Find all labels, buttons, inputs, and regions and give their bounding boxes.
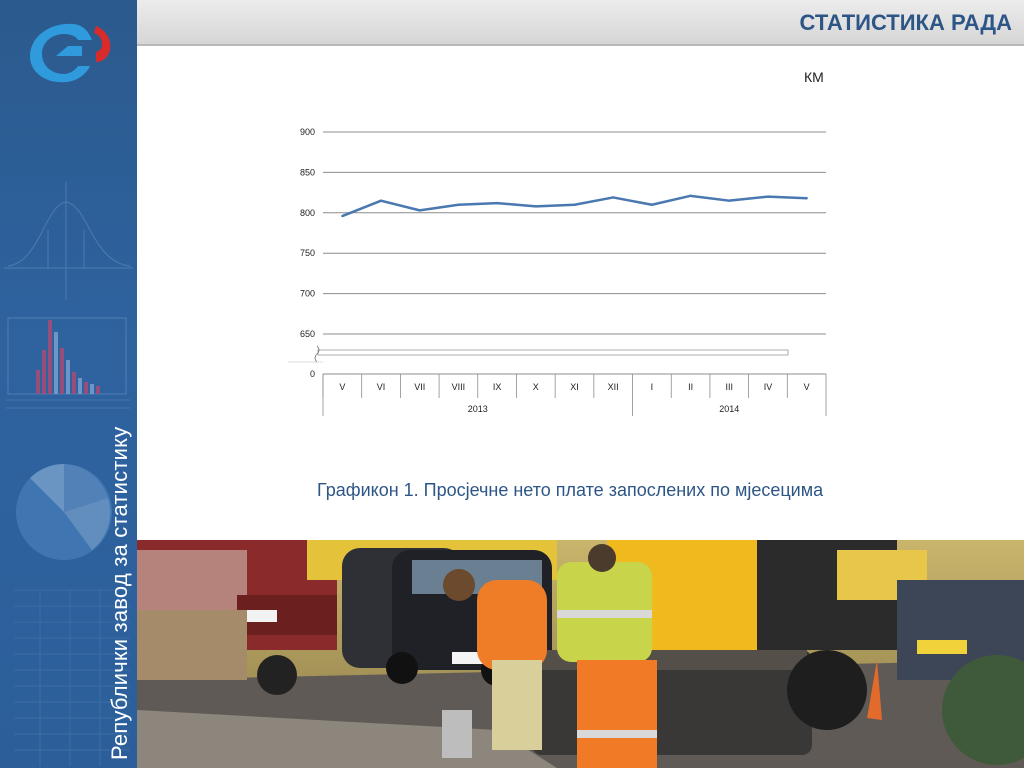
rzs-logo-icon (26, 18, 114, 88)
x-tick-label: I (650, 382, 654, 392)
data-point (535, 205, 537, 207)
data-point (612, 196, 614, 198)
data-point (573, 204, 575, 206)
y-tick-label: 0 (309, 369, 315, 379)
group-label: 2014 (719, 404, 740, 414)
road-workers-photo (137, 540, 1024, 768)
x-tick-label: IV (763, 382, 773, 392)
y-tick-label: 900 (299, 127, 315, 137)
organization-name: Републички завод за статистику (107, 426, 132, 760)
x-tick-label: VI (376, 382, 386, 392)
x-tick-label: V (339, 382, 346, 392)
data-point (419, 209, 421, 211)
data-point (651, 204, 653, 206)
x-tick-label: III (725, 382, 734, 392)
y-tick-label: 750 (299, 248, 315, 259)
data-point (728, 199, 730, 201)
axis-break (318, 350, 788, 355)
sidebar (0, 0, 137, 768)
x-tick-label: XI (570, 382, 579, 392)
y-tick-label: 700 (299, 288, 315, 299)
chart-gridlines (323, 132, 826, 334)
data-point (689, 195, 691, 197)
data-point (457, 204, 459, 206)
x-tick-label: II (688, 382, 694, 392)
x-tick-label: IX (492, 382, 502, 392)
data-point (380, 199, 382, 201)
x-tick-label: V (803, 382, 810, 392)
x-tick-label: X (532, 382, 539, 392)
unit-label: КМ (804, 69, 824, 85)
x-axis (323, 374, 826, 416)
data-point (767, 195, 769, 197)
header-bar (137, 0, 1024, 46)
x-tick-label: VII (414, 382, 426, 392)
y-tick-label: 850 (299, 167, 315, 178)
group-label: 2013 (467, 404, 488, 414)
x-tick-label: XII (607, 382, 619, 392)
line-chart (280, 120, 840, 420)
series-line (341, 195, 808, 218)
data-point (341, 215, 343, 217)
page-title: СТАТИСТИКА РАДА (799, 10, 1012, 35)
chart-caption: Графикон 1. Просјечне нето плате запослених по мјесецима (317, 480, 824, 500)
x-tick-label: VIII (451, 382, 466, 392)
y-tick-label: 800 (299, 207, 315, 218)
y-tick-label: 650 (299, 329, 315, 339)
data-point (496, 202, 498, 204)
data-point (805, 197, 807, 199)
